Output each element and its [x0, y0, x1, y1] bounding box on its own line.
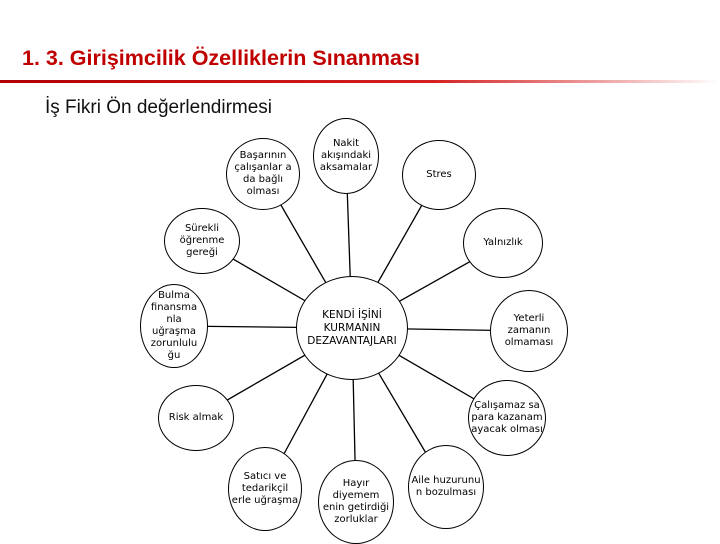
node-aile-huzuru: Aile huzurunu n bozulması	[408, 445, 484, 529]
node-yeterli-zaman: Yeterli zamanın olmaması	[490, 290, 568, 372]
node-satici-tedarikci: Satıcı ve tedarikçil erle uğraşma	[228, 447, 302, 531]
node-basarinin-calisanlara: Başarının çalışanlar a da bağlı olması	[226, 138, 300, 210]
node-surekli-ogrenme: Sürekli öğrenme gereği	[164, 208, 240, 274]
node-calisamazsa: Çalışamaz sa para kazanam ayacak olması	[468, 380, 546, 456]
slide-title: 1. 3. Girişimcilik Özelliklerin Sınanması	[22, 46, 420, 70]
center-node	[296, 276, 408, 380]
node-risk-almak: Risk almak	[158, 385, 234, 451]
center-node-label: KENDİ İŞİNİ KURMANIN DEZAVANTAJLARI	[307, 308, 397, 347]
node-nakit-akisi: Nakit akışındaki aksamalar	[313, 118, 379, 194]
node-stres: Stres	[402, 140, 476, 210]
node-hayir-diyememek: Hayır diyemem enin getirdiği zorluklar	[318, 460, 394, 544]
node-finansman: Bulma finansma nla uğraşma zorunlulu ğu	[140, 284, 208, 368]
slide-subtitle: İş Fikri Ön değerlendirmesi	[45, 97, 273, 118]
node-yalnizlik: Yalnızlık	[463, 208, 543, 278]
